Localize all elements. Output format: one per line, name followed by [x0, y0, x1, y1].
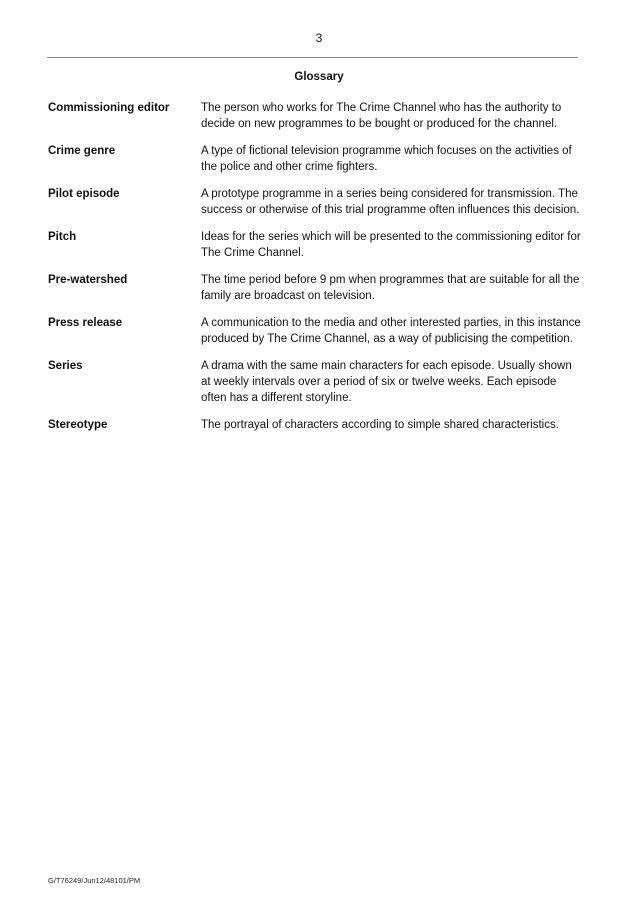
page-title: Glossary	[294, 71, 344, 83]
glossary-definition: A communication to the media and other interested parties, in this instance produced by The Crime Channel, as a way of publicising the competition.	[201, 317, 581, 345]
glossary-entry	[48, 143, 583, 175]
glossary-definition: The time period before 9 pm when programmes that are suitable for all the family are broadcast on television.	[201, 274, 580, 302]
document-reference-code: G/T76249/Jun12/48101/PM	[48, 876, 141, 885]
glossary-term: Pilot episode	[48, 188, 120, 200]
glossary-definition: The person who works for The Crime Channel who has the authority to decide on new programmes to be bought or produced for the channel.	[201, 102, 562, 130]
glossary-list	[48, 100, 583, 444]
glossary-entry	[48, 186, 583, 218]
header-divider	[47, 57, 578, 58]
glossary-definition: The portrayal of characters according to simple shared characteristics.	[201, 419, 559, 431]
glossary-term: Series	[48, 360, 83, 372]
glossary-definition: A prototype programme in a series being considered for transmission. The success or otherwise of this trial programme often influences this decision.	[201, 188, 580, 216]
glossary-entry	[48, 100, 583, 132]
glossary-term: Commissioning editor	[48, 102, 170, 114]
glossary-term: Pitch	[48, 231, 77, 243]
glossary-term: Stereotype	[48, 419, 108, 431]
glossary-entry	[48, 358, 583, 406]
glossary-entry	[48, 272, 583, 304]
glossary-entry	[48, 229, 583, 261]
page-number: 3	[315, 31, 323, 45]
glossary-term: Crime genre	[48, 145, 116, 157]
glossary-term: Pre-watershed	[48, 274, 128, 286]
glossary-entry	[48, 417, 583, 433]
glossary-entry	[48, 315, 583, 347]
glossary-definition: A drama with the same main characters for each episode. Usually shown at weekly intervals over a period of six or twelve weeks. Each episode often has a different storyline.	[201, 360, 572, 404]
glossary-definition: A type of fictional television programme which focuses on the activities of the police and other crime fighters.	[201, 145, 572, 173]
glossary-definition: Ideas for the series which will be presented to the commissioning editor for The Crime Channel.	[201, 231, 581, 259]
glossary-term: Press release	[48, 317, 123, 329]
